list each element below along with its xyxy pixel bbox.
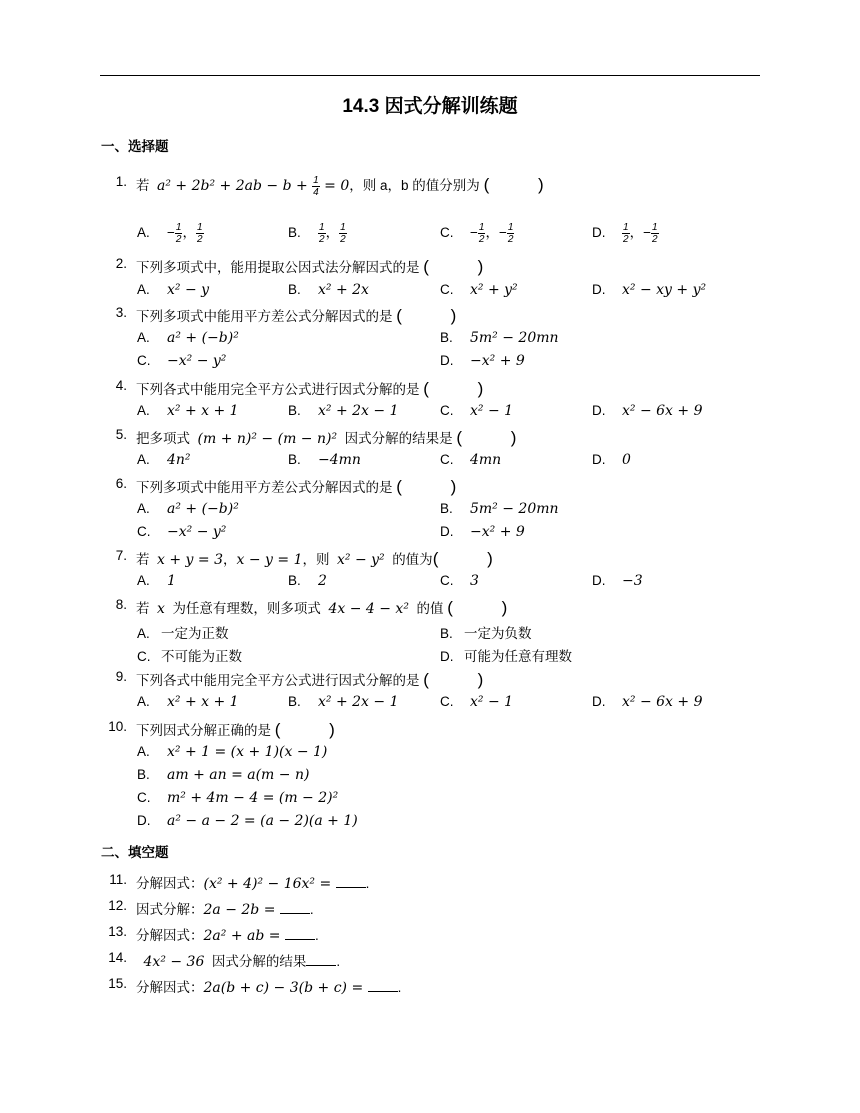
q9-option-a[interactable]: A. x² + x + 1 bbox=[137, 694, 239, 710]
q3-option-d[interactable]: D. −x² + 9 bbox=[440, 353, 525, 369]
question-number: 5. bbox=[115, 427, 127, 442]
q10-option-d[interactable]: D. a² − a − 2 = (a − 2)(a + 1) bbox=[137, 813, 358, 829]
q5-option-b[interactable]: B. −4mn bbox=[288, 452, 361, 468]
question-number: 4. bbox=[115, 378, 127, 393]
q7-option-a[interactable]: A. 1 bbox=[137, 573, 176, 589]
answer-blank[interactable] bbox=[306, 953, 336, 966]
q9-option-b[interactable]: B. x² + 2x − 1 bbox=[288, 694, 399, 710]
answer-blank[interactable] bbox=[285, 927, 315, 940]
answer-blank[interactable] bbox=[368, 979, 398, 992]
q4-option-b[interactable]: B. x² + 2x − 1 bbox=[288, 403, 399, 419]
question-number: 2. bbox=[115, 256, 127, 271]
section-heading-choice: 一、选择题 bbox=[101, 139, 169, 154]
q9-option-d[interactable]: D. x² − 6x + 9 bbox=[592, 694, 703, 710]
question-text: 下列多项式中能用平方差公式分解因式的是 bbox=[136, 309, 393, 324]
question-number: 13. bbox=[108, 924, 127, 939]
answer-paren: ( ) bbox=[423, 379, 506, 398]
question-text: 若 a² + 2b² + 2ab − b + $\frac{1}{4}$ = 0，则 a，b 的值分别为 ( ) bbox=[136, 174, 566, 198]
question-text: 分解因式：(x² + 4)² − 16x² = . bbox=[136, 876, 370, 892]
q4-option-c[interactable]: C. x² − 1 bbox=[440, 403, 514, 419]
q5-option-a[interactable]: A. 4n² bbox=[137, 452, 191, 468]
question-number: 15. bbox=[108, 976, 127, 991]
question-text: 4x² − 36 因式分解的结果 . bbox=[143, 954, 341, 970]
answer-paren: ( ) bbox=[396, 477, 479, 496]
answer-paren: ( ) bbox=[423, 670, 506, 689]
q4-option-d[interactable]: D. x² − 6x + 9 bbox=[592, 403, 703, 419]
answer-blank[interactable] bbox=[280, 901, 310, 914]
question-text: 因式分解：2a − 2b = . bbox=[136, 902, 314, 918]
q1-option-b[interactable]: B. $\frac{1}{2}$ ， $\frac{1}{2}$ bbox=[288, 221, 346, 245]
answer-paren: ( ) bbox=[274, 720, 357, 739]
q2-option-b[interactable]: B. x² + 2x bbox=[288, 282, 369, 298]
question-number: 9. bbox=[115, 669, 127, 684]
answer-blank[interactable] bbox=[336, 875, 366, 888]
question-text: 下列多项式中能用平方差公式分解因式的是 bbox=[136, 480, 393, 495]
question-text: 下列多项式中，能用提取公因式法分解因式的是 bbox=[136, 260, 420, 275]
question-number: 3. bbox=[115, 305, 127, 320]
q8-option-d[interactable]: D. 可能为任意有理数 bbox=[440, 649, 572, 664]
question-text: 下列因式分解正确的是 bbox=[136, 723, 271, 738]
question-text: 把多项式 (m + n)² − (m − n)² 因式分解的结果是 ( ) bbox=[136, 428, 539, 447]
answer-paren: ( ) bbox=[396, 306, 479, 325]
q4-option-a[interactable]: A. x² + x + 1 bbox=[137, 403, 239, 419]
q7-option-d[interactable]: D. −3 bbox=[592, 573, 643, 589]
answer-paren: ( ) bbox=[447, 598, 530, 617]
question-number: 10. bbox=[108, 719, 127, 734]
question-number: 1. bbox=[115, 174, 127, 189]
q7-option-c[interactable]: C. 3 bbox=[440, 573, 479, 589]
question-text: 分解因式：2a² + ab = . bbox=[136, 928, 319, 944]
q2-option-c[interactable]: C. x² + y² bbox=[440, 282, 518, 298]
q6-option-a[interactable]: A. a² + (−b)² bbox=[137, 501, 239, 517]
question-text: 若 x 为任意有理数，则多项式 4x − 4 − x² 的值 ( ) bbox=[136, 598, 530, 617]
question-text: 下列各式中能用完全平方公式进行因式分解的是 bbox=[136, 673, 420, 688]
q1-option-c[interactable]: C. − $\frac{1}{2}$ ，− $\frac{1}{2}$ bbox=[440, 221, 514, 245]
q8-option-b[interactable]: B. 一定为负数 bbox=[440, 626, 532, 641]
q5-option-c[interactable]: C. 4mn bbox=[440, 452, 502, 468]
question-number: 7. bbox=[115, 548, 127, 563]
q3-option-c[interactable]: C. −x² − y² bbox=[137, 353, 227, 369]
question-text: 分解因式：2a(b + c) − 3(b + c) = . bbox=[136, 980, 402, 996]
page-title: 14.3 因式分解训练题 bbox=[342, 96, 518, 117]
question-number: 6. bbox=[115, 476, 127, 491]
q2-option-d[interactable]: D. x² − xy + y² bbox=[592, 282, 707, 298]
question-number: 14. bbox=[108, 950, 127, 965]
header-rule bbox=[100, 75, 760, 76]
q8-option-a[interactable]: A. 一定为正数 bbox=[137, 626, 229, 641]
q3-option-a[interactable]: A. a² + (−b)² bbox=[137, 330, 239, 346]
q1-option-a[interactable]: A. − $\frac{1}{2}$ ， $\frac{1}{2}$ bbox=[137, 221, 203, 245]
q7-option-b[interactable]: B. 2 bbox=[288, 573, 327, 589]
q1-option-d[interactable]: D. $\frac{1}{2}$ ，− $\frac{1}{2}$ bbox=[592, 221, 658, 245]
q10-option-a[interactable]: A. x² + 1 = (x + 1)(x − 1) bbox=[137, 744, 328, 760]
section-heading-fill: 二、填空题 bbox=[101, 845, 169, 860]
answer-paren: ( ) bbox=[423, 257, 506, 276]
question-number: 12. bbox=[108, 898, 127, 913]
q3-option-b[interactable]: B. 5m² − 20mn bbox=[440, 330, 559, 346]
q9-option-c[interactable]: C. x² − 1 bbox=[440, 694, 514, 710]
q6-option-d[interactable]: D. −x² + 9 bbox=[440, 524, 525, 540]
question-number: 11. bbox=[109, 872, 127, 887]
q6-option-b[interactable]: B. 5m² − 20mn bbox=[440, 501, 559, 517]
answer-paren: ( ) bbox=[456, 428, 539, 447]
question-text: 若 x + y = 3，x − y = 1，则 x² − y² 的值为( ) bbox=[136, 549, 515, 568]
q10-option-b[interactable]: B. am + an = a(m − n) bbox=[137, 767, 310, 783]
answer-paren: ( ) bbox=[483, 175, 566, 194]
answer-paren: ( ) bbox=[432, 549, 515, 568]
q8-option-c[interactable]: C. 不可能为正数 bbox=[137, 649, 242, 664]
q6-option-c[interactable]: C. −x² − y² bbox=[137, 524, 227, 540]
question-number: 8. bbox=[115, 597, 127, 612]
question-text: 下列各式中能用完全平方公式进行因式分解的是 bbox=[136, 382, 420, 397]
q5-option-d[interactable]: D. 0 bbox=[592, 452, 631, 468]
q10-option-c[interactable]: C. m² + 4m − 4 = (m − 2)² bbox=[137, 790, 339, 806]
q2-option-a[interactable]: A. x² − y bbox=[137, 282, 210, 298]
